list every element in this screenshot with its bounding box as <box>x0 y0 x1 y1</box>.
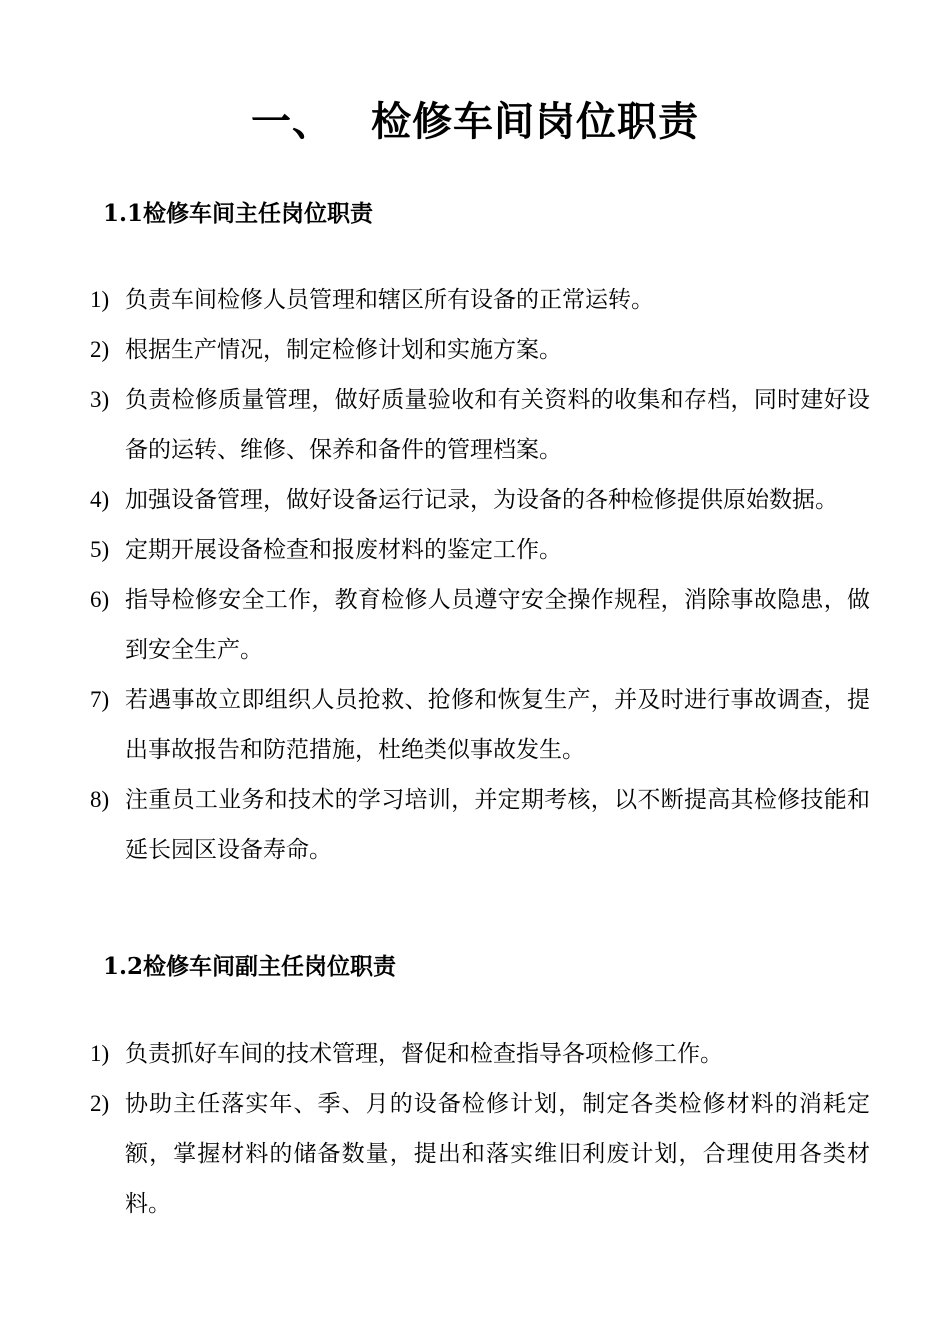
list-item <box>90 275 870 325</box>
list-item <box>90 525 870 575</box>
list-item-number: 6) <box>90 587 110 612</box>
list-item <box>90 675 870 775</box>
list-item <box>90 575 870 675</box>
list-item <box>90 475 870 525</box>
list-item-text: 负责车间检修人员管理和辖区所有设备的正常运转。 <box>125 287 654 313</box>
list-item-text: 负责检修质量管理，做好质量验收和有关资料的收集和存档，同时建好设备的运转、维修、保养和备件的管理档案。 <box>125 387 870 463</box>
list-item-number: 1) <box>90 287 110 312</box>
list-item-text: 定期开展设备检查和报废材料的鉴定工作。 <box>125 537 562 563</box>
list-item <box>90 325 870 375</box>
list-item-text: 加强设备管理，做好设备运行记录，为设备的各种检修提供原始数据。 <box>125 487 838 513</box>
list-item-number: 2) <box>90 1091 110 1116</box>
list-item <box>90 1029 870 1079</box>
list-item-text: 若遇事故立即组织人员抢救、抢修和恢复生产，并及时进行事故调查，提出事故报告和防范措施，杜绝类似事故发生。 <box>125 687 870 763</box>
list-item-text: 注重员工业务和技术的学习培训，并定期考核，以不断提高其检修技能和延长园区设备寿命。 <box>125 787 870 863</box>
section-heading-1-1: 1.1检修车间主任岗位职责 <box>103 200 374 227</box>
list-item <box>90 375 870 475</box>
list-item <box>90 775 870 875</box>
list-item-number: 1) <box>90 1041 110 1066</box>
list-item-text: 负责抓好车间的技术管理，督促和检查指导各项检修工作。 <box>125 1041 723 1067</box>
list-item-number: 2) <box>90 337 110 362</box>
list-item-number: 7) <box>90 687 110 712</box>
list-item-text: 指导检修安全工作，教育检修人员遵守安全操作规程，消除事故隐患，做到安全生产。 <box>125 587 870 663</box>
section-1-1-list <box>90 275 870 875</box>
list-item <box>90 1079 870 1229</box>
list-item-number: 4) <box>90 487 110 512</box>
section-1-2-list <box>90 1029 870 1229</box>
list-item-text: 协助主任落实年、季、月的设备检修计划，制定各类检修材料的消耗定额，掌握材料的储备数量，提出和落实维旧利废计划，合理使用各类材料。 <box>125 1091 870 1217</box>
list-item-number: 5) <box>90 537 110 562</box>
list-item-text: 根据生产情况，制定检修计划和实施方案。 <box>125 337 562 363</box>
section-heading-1-2: 1.2检修车间副主任岗位职责 <box>103 953 397 980</box>
list-item-number: 3) <box>90 387 110 412</box>
title-text: 检修车间岗位职责 <box>371 98 699 145</box>
document-title <box>0 92 950 152</box>
list-item-number: 8) <box>90 787 110 812</box>
title-number: 一、 <box>251 98 333 145</box>
